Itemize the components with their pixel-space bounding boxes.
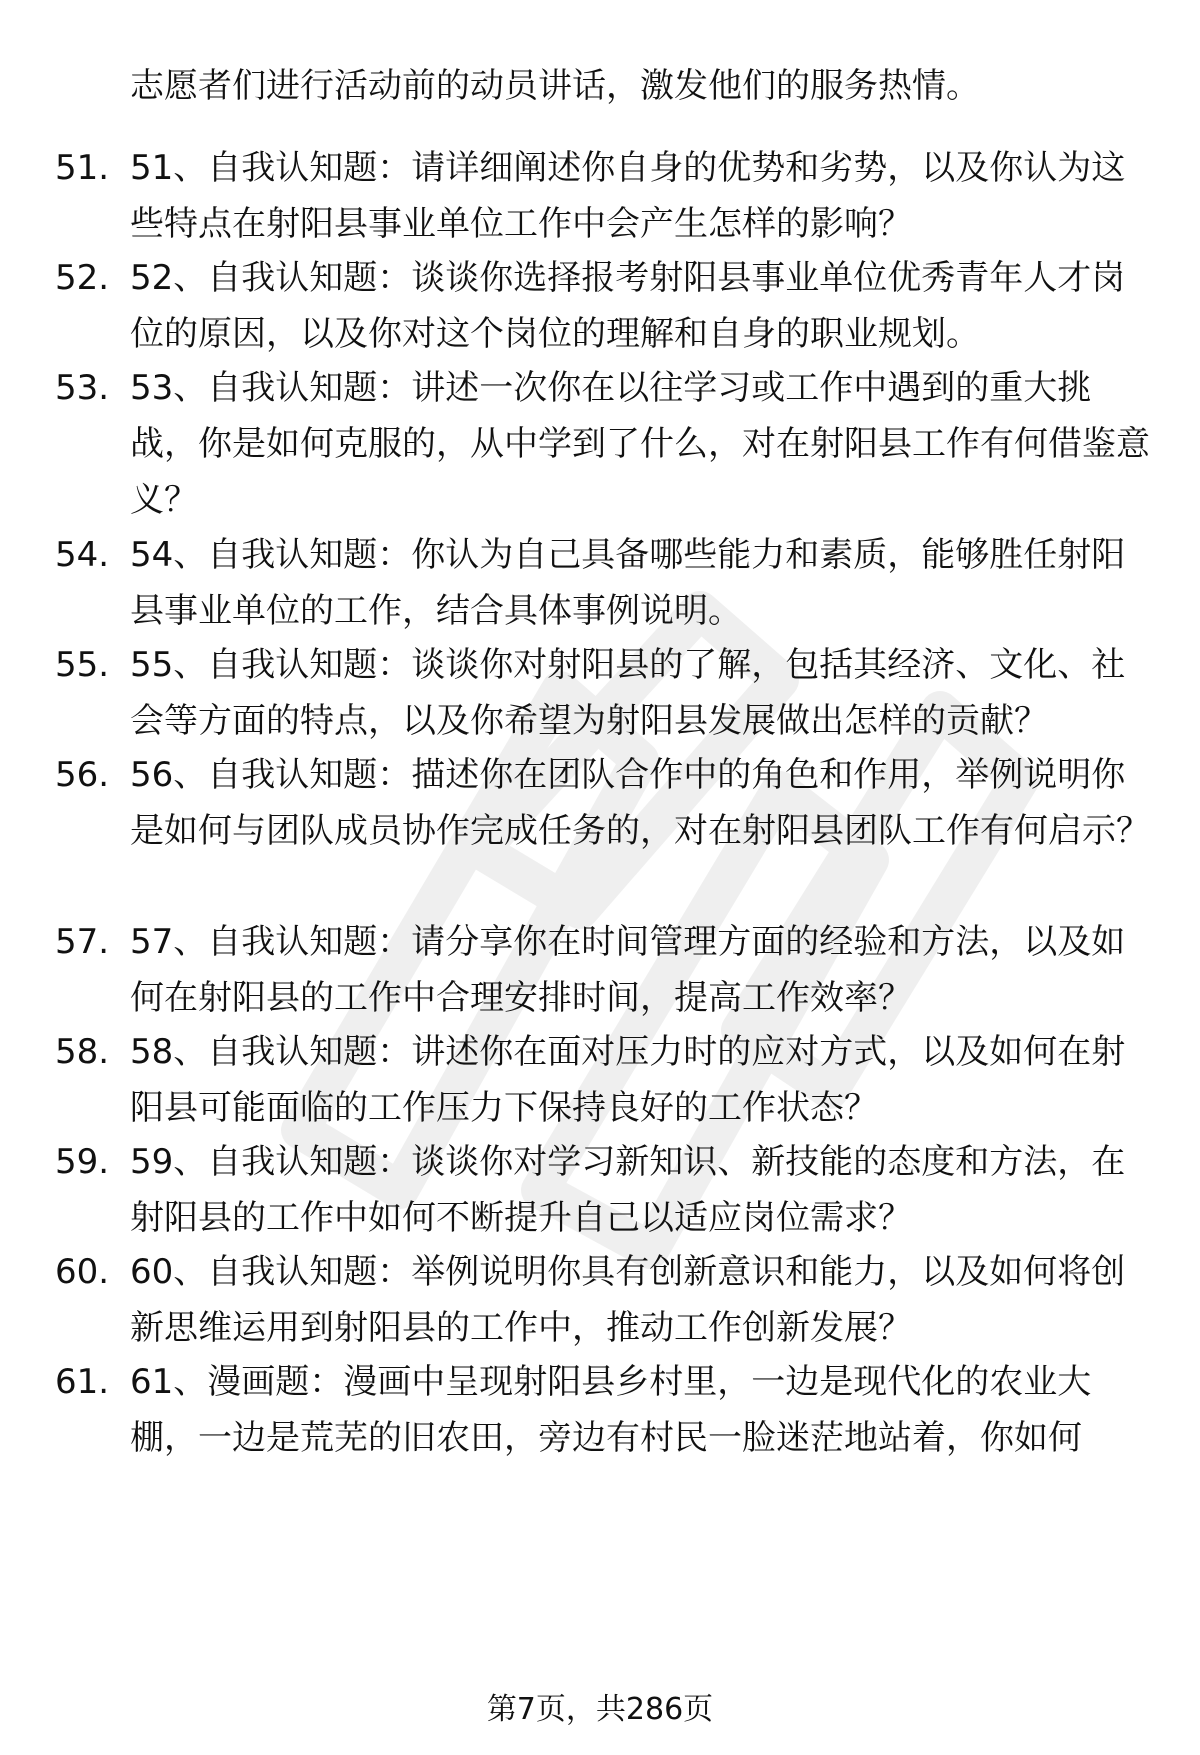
question-text: 56、自我认知题：描述你在团队合作中的角色和作用，举例说明你是如何与团队成员协作完成任务的，对在射阳县团队工作有何启示？ <box>130 755 1150 851</box>
item-number: 54. <box>55 535 110 575</box>
item-number: 60. <box>55 1252 110 1292</box>
item-number: 59. <box>55 1142 110 1182</box>
item-number: 52. <box>55 258 110 298</box>
item-number: 51. <box>55 148 110 188</box>
question-text: 61、漫画题：漫画中呈现射阳县乡村里，一边是现代化的农业大棚，一边是荒芜的旧农田，旁边有村民一脸迷茫地站着，你如何 <box>130 1362 1092 1458</box>
page-footer: 第7页，共286页 <box>486 1692 714 1727</box>
item-number: 53. <box>55 368 110 408</box>
question-text: 57、自我认知题：请分享你在时间管理方面的经验和方法，以及如何在射阳县的工作中合理安排时间，提高工作效率？ <box>130 922 1126 1018</box>
continued-paragraph: 志愿者们进行活动前的动员讲话，激发他们的服务热情。 <box>130 66 980 106</box>
question-text: 52、自我认知题：谈谈你选择报考射阳县事业单位优秀青年人才岗位的原因，以及你对这个岗位的理解和自身的职业规划。 <box>130 258 1126 354</box>
item-number: 56. <box>55 755 110 795</box>
item-number: 61. <box>55 1362 110 1402</box>
question-text: 60、自我认知题：举例说明你具有创新意识和能力，以及如何将创新思维运用到射阳县的工作中，推动工作创新发展？ <box>130 1252 1126 1348</box>
question-text: 55、自我认知题：谈谈你对射阳县的了解，包括其经济、文化、社会等方面的特点，以及你希望为射阳县发展做出怎样的贡献？ <box>130 645 1126 741</box>
item-number: 57. <box>55 922 110 962</box>
question-text: 58、自我认知题：讲述你在面对压力时的应对方式，以及如何在射阳县可能面临的工作压力下保持良好的工作状态？ <box>130 1032 1126 1128</box>
question-text: 51、自我认知题：请详细阐述你自身的优势和劣势，以及你认为这些特点在射阳县事业单位工作中会产生怎样的影响？ <box>130 148 1126 244</box>
question-text: 53、自我认知题：讲述一次你在以往学习或工作中遇到的重大挑战，你是如何克服的，从中学到了什么，对在射阳县工作有何借鉴意义？ <box>130 368 1150 520</box>
question-text: 59、自我认知题：谈谈你对学习新知识、新技能的态度和方法，在射阳县的工作中如何不断提升自己以适应岗位需求？ <box>130 1142 1126 1238</box>
item-number: 58. <box>55 1032 110 1072</box>
question-text: 54、自我认知题：你认为自己具备哪些能力和素质，能够胜任射阳县事业单位的工作，结合具体事例说明。 <box>130 535 1126 631</box>
item-number: 55. <box>55 645 110 685</box>
